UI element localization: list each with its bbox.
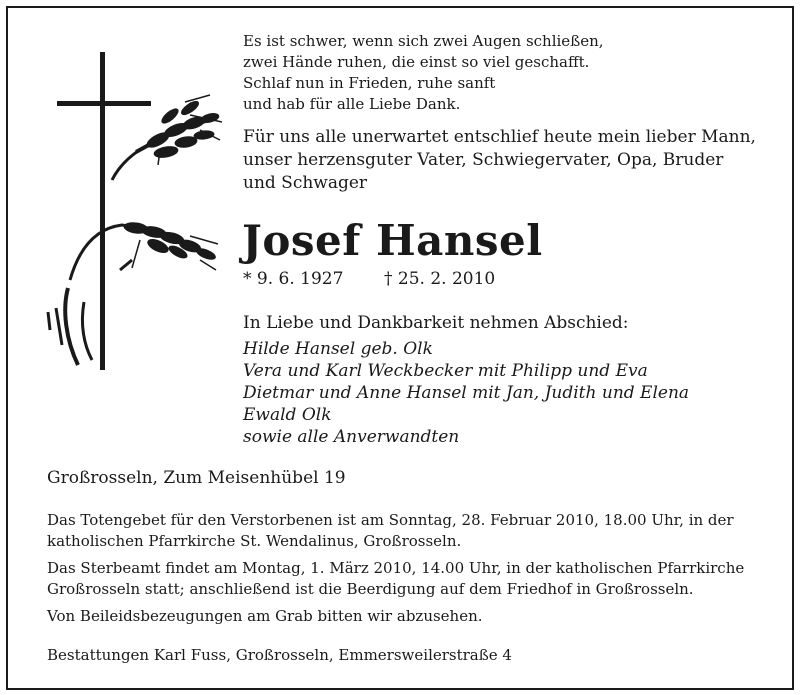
poem-line: Es ist schwer, wenn sich zwei Augen schließen, [243,32,604,50]
service-info [47,510,744,633]
info-line: Von Beileidsbezeugungen am Grab bitten wir abzusehen. [47,607,483,625]
life-dates [243,268,495,291]
mourner-line: Hilde Hansel geb. Olk [243,339,433,359]
info-line: Das Sterbeamt findet am Montag, 1. März 2010, 14.00 Uhr, in der katholischen Pfarrkirche [47,559,745,577]
announcement-text [243,126,756,195]
family-address: Großrosseln, Zum Meisenhübel 19 [47,468,346,488]
info-line: Das Totengebet für den Verstorbenen ist am Sonntag, 28. Februar 2010, 18.00 Uhr, in der [47,511,734,529]
mourner-line: Vera und Karl Weckbecker mit Philipp und Eva [243,361,648,381]
poem [243,31,604,115]
announcement-line: unser herzensguter Vater, Schwiegervater, Opa, Bruder [243,150,724,170]
mourner-line: sowie alle Anverwandten [243,427,460,447]
poem-line: und hab für alle Liebe Dank. [243,95,461,113]
birth-date: * 9. 6. 1927 [243,269,344,289]
info-line: Großrosseln statt; anschließend ist die Beerdigung auf dem Friedhof in Großrosseln. [47,580,694,598]
mourner-line: Ewald Olk [243,405,332,425]
announcement-line: Für uns alle unerwartet entschlief heute mein lieber Mann, [243,127,756,147]
mourner-line: Dietmar und Anne Hansel mit Jan, Judith und Elena [243,383,690,403]
death-date: † 25. 2. 2010 [384,269,496,289]
info-line: katholischen Pfarrkirche St. Wendalinus, Großrosseln. [47,532,462,550]
mourners-list [243,338,689,448]
deceased-name: Josef Hansel [242,216,543,265]
cross-with-wheat-icon [40,40,230,380]
poem-line: zwei Hände ruhen, die einst so viel geschafft. [243,53,590,71]
poem-line: Schlaf nun in Frieden, ruhe sanft [243,74,496,92]
undertaker-info: Bestattungen Karl Fuss, Großrosseln, Emmersweilerstraße 4 [47,646,512,664]
condolence-note [47,606,744,627]
announcement-line: und Schwager [243,173,368,193]
prayer-info [47,510,744,552]
requiem-info [47,558,744,600]
farewell-heading: In Liebe und Dankbarkeit nehmen Abschied: [243,313,629,333]
